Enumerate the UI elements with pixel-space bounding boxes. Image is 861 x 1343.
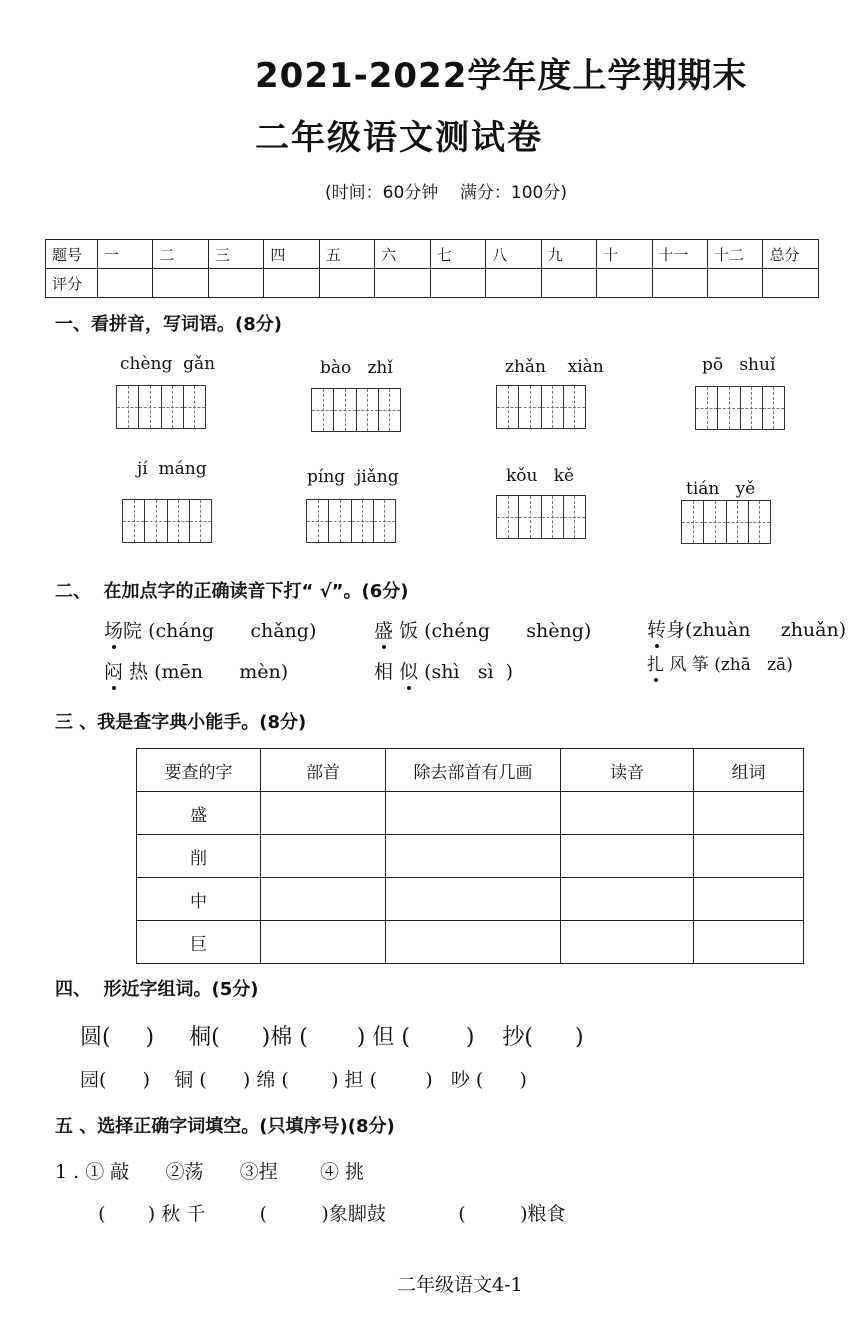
section3-heading: 三 、我是查字典小能手。(8分)	[55, 712, 307, 733]
score-blank[interactable]	[208, 269, 263, 298]
lookup-character: 盛	[137, 792, 261, 835]
score-row-label: 评分	[46, 269, 98, 298]
fill-in-blanks[interactable]: ( ) 秋 千 ( )象脚鼓 ( )粮食	[80, 1203, 566, 1225]
dotted-character: 似	[399, 661, 419, 683]
score-cell: 六	[375, 240, 430, 269]
pronunciation-options[interactable]: (chéng shèng)	[424, 620, 592, 642]
answer-cell[interactable]	[694, 921, 804, 964]
table-row	[137, 878, 804, 921]
score-cell: 八	[486, 240, 541, 269]
score-cell: 九	[541, 240, 596, 269]
pinyin-label: chèng gǎn	[120, 354, 216, 374]
item-word: 风 筝	[664, 655, 709, 675]
item-word: 饭	[399, 620, 419, 642]
answer-cell[interactable]	[386, 835, 561, 878]
score-cell: 十一	[652, 240, 707, 269]
item-word: 院	[123, 620, 143, 642]
answer-cell[interactable]	[386, 878, 561, 921]
answer-cell[interactable]	[561, 921, 694, 964]
score-blank[interactable]	[597, 269, 652, 298]
answer-cell[interactable]	[561, 835, 694, 878]
pinyin-label: zhǎn xiàn	[505, 357, 604, 377]
score-blank[interactable]	[763, 269, 819, 298]
writing-grid[interactable]	[311, 388, 401, 432]
writing-grid[interactable]	[116, 385, 206, 429]
score-cell: 五	[319, 240, 374, 269]
pronunciation-options[interactable]: (zhuàn zhuǎn)	[685, 619, 847, 641]
answer-cell[interactable]	[386, 792, 561, 835]
pinyin-label: bào zhǐ	[320, 358, 393, 378]
column-header: 读音	[561, 749, 694, 792]
score-blank[interactable]	[98, 269, 153, 298]
table-row	[137, 792, 804, 835]
answer-cell[interactable]	[694, 792, 804, 835]
score-blank[interactable]	[375, 269, 430, 298]
section4-heading: 四、 形近字组词。(5分)	[55, 979, 259, 1000]
lookup-character: 削	[137, 835, 261, 878]
score-cell: 十二	[707, 240, 762, 269]
score-cell: 四	[264, 240, 319, 269]
dictionary-table-header	[137, 749, 804, 792]
answer-cell[interactable]	[694, 878, 804, 921]
score-table-score-row	[46, 269, 819, 298]
score-cell: 十	[597, 240, 652, 269]
answer-cell[interactable]	[261, 921, 386, 964]
writing-grid[interactable]	[122, 499, 212, 543]
reading-item	[647, 615, 846, 642]
writing-grid[interactable]	[695, 386, 785, 430]
answer-cell[interactable]	[261, 792, 386, 835]
exam-title-line1: 2021-2022学年度上学期期末	[255, 56, 748, 96]
score-cell: 七	[430, 240, 485, 269]
section1-heading: 一、看拼音，写词语。(8分)	[55, 314, 282, 335]
writing-grid[interactable]	[306, 499, 396, 543]
table-row	[137, 835, 804, 878]
table-row	[137, 921, 804, 964]
pinyin-label: pō shuǐ	[702, 355, 776, 375]
dictionary-table	[136, 748, 804, 964]
column-header: 部首	[261, 749, 386, 792]
item-word: 热	[129, 661, 149, 683]
choice-options: 1 . ① 敲 ②荡 ③捏 ④ 挑	[55, 1161, 365, 1183]
section5-heading: 五 、选择正确字词填空。(只填序号)(8分)	[55, 1116, 395, 1137]
score-cell: 二	[153, 240, 208, 269]
score-cell: 一	[98, 240, 153, 269]
column-header: 除去部首有几画	[386, 749, 561, 792]
section2-heading: 二、 在加点字的正确读音下打“ √”。(6分)	[55, 581, 409, 602]
dotted-character: 扎	[647, 655, 664, 675]
exam-title-line2: 二年级语文测试卷	[255, 118, 543, 158]
item-word: 相	[374, 661, 394, 683]
pronunciation-options[interactable]: (zhā zā)	[714, 655, 793, 675]
reading-item	[104, 616, 316, 643]
lookup-character: 中	[137, 878, 261, 921]
item-word: 身	[666, 619, 686, 641]
pronunciation-options[interactable]: (mēn mèn)	[154, 661, 289, 683]
similar-characters-row[interactable]: 圆( ) 桐( )棉 ( ) 但 ( ) 抄( )	[80, 1025, 584, 1050]
answer-cell[interactable]	[261, 878, 386, 921]
lookup-character: 巨	[137, 921, 261, 964]
column-header: 组词	[694, 749, 804, 792]
score-blank[interactable]	[319, 269, 374, 298]
answer-cell[interactable]	[561, 792, 694, 835]
reading-item	[647, 650, 793, 675]
score-blank[interactable]	[153, 269, 208, 298]
dotted-character: 盛	[374, 620, 394, 642]
answer-cell[interactable]	[694, 835, 804, 878]
reading-item	[374, 657, 513, 684]
answer-cell[interactable]	[261, 835, 386, 878]
pronunciation-options[interactable]: (cháng chǎng)	[148, 620, 317, 642]
score-cell-total: 总分	[763, 240, 819, 269]
score-blank[interactable]	[652, 269, 707, 298]
answer-cell[interactable]	[386, 921, 561, 964]
reading-item	[374, 616, 591, 643]
score-table-header-row	[46, 240, 819, 269]
writing-grid[interactable]	[496, 385, 586, 429]
score-cell: 三	[208, 240, 263, 269]
dotted-character: 场	[104, 620, 124, 642]
score-blank[interactable]	[541, 269, 596, 298]
pinyin-label: píng jiǎng	[307, 467, 399, 487]
page-footer: 二年级语文4-1	[397, 1274, 523, 1296]
reading-item	[104, 657, 288, 684]
dotted-character: 闷	[104, 661, 124, 683]
exam-time-and-score: (时间：60分钟 满分：100分)	[325, 183, 567, 203]
score-blank[interactable]	[486, 269, 541, 298]
score-blank[interactable]	[430, 269, 485, 298]
column-header: 要查的字	[137, 749, 261, 792]
pinyin-label: jí máng	[137, 459, 207, 479]
score-blank[interactable]	[264, 269, 319, 298]
writing-grid[interactable]	[496, 495, 586, 539]
pinyin-label: kǒu kě	[506, 466, 575, 486]
similar-characters-row[interactable]: 园( ) 铜 ( ) 绵 ( ) 担 ( ) 吵 ( )	[80, 1069, 527, 1091]
score-table	[45, 239, 819, 298]
writing-grid[interactable]	[681, 500, 771, 544]
score-cell-label: 题号	[46, 240, 98, 269]
dotted-character: 转	[647, 619, 667, 641]
score-blank[interactable]	[707, 269, 762, 298]
pinyin-label: tián yě	[686, 479, 756, 499]
answer-cell[interactable]	[561, 878, 694, 921]
pronunciation-options[interactable]: (shì sì )	[424, 661, 514, 683]
